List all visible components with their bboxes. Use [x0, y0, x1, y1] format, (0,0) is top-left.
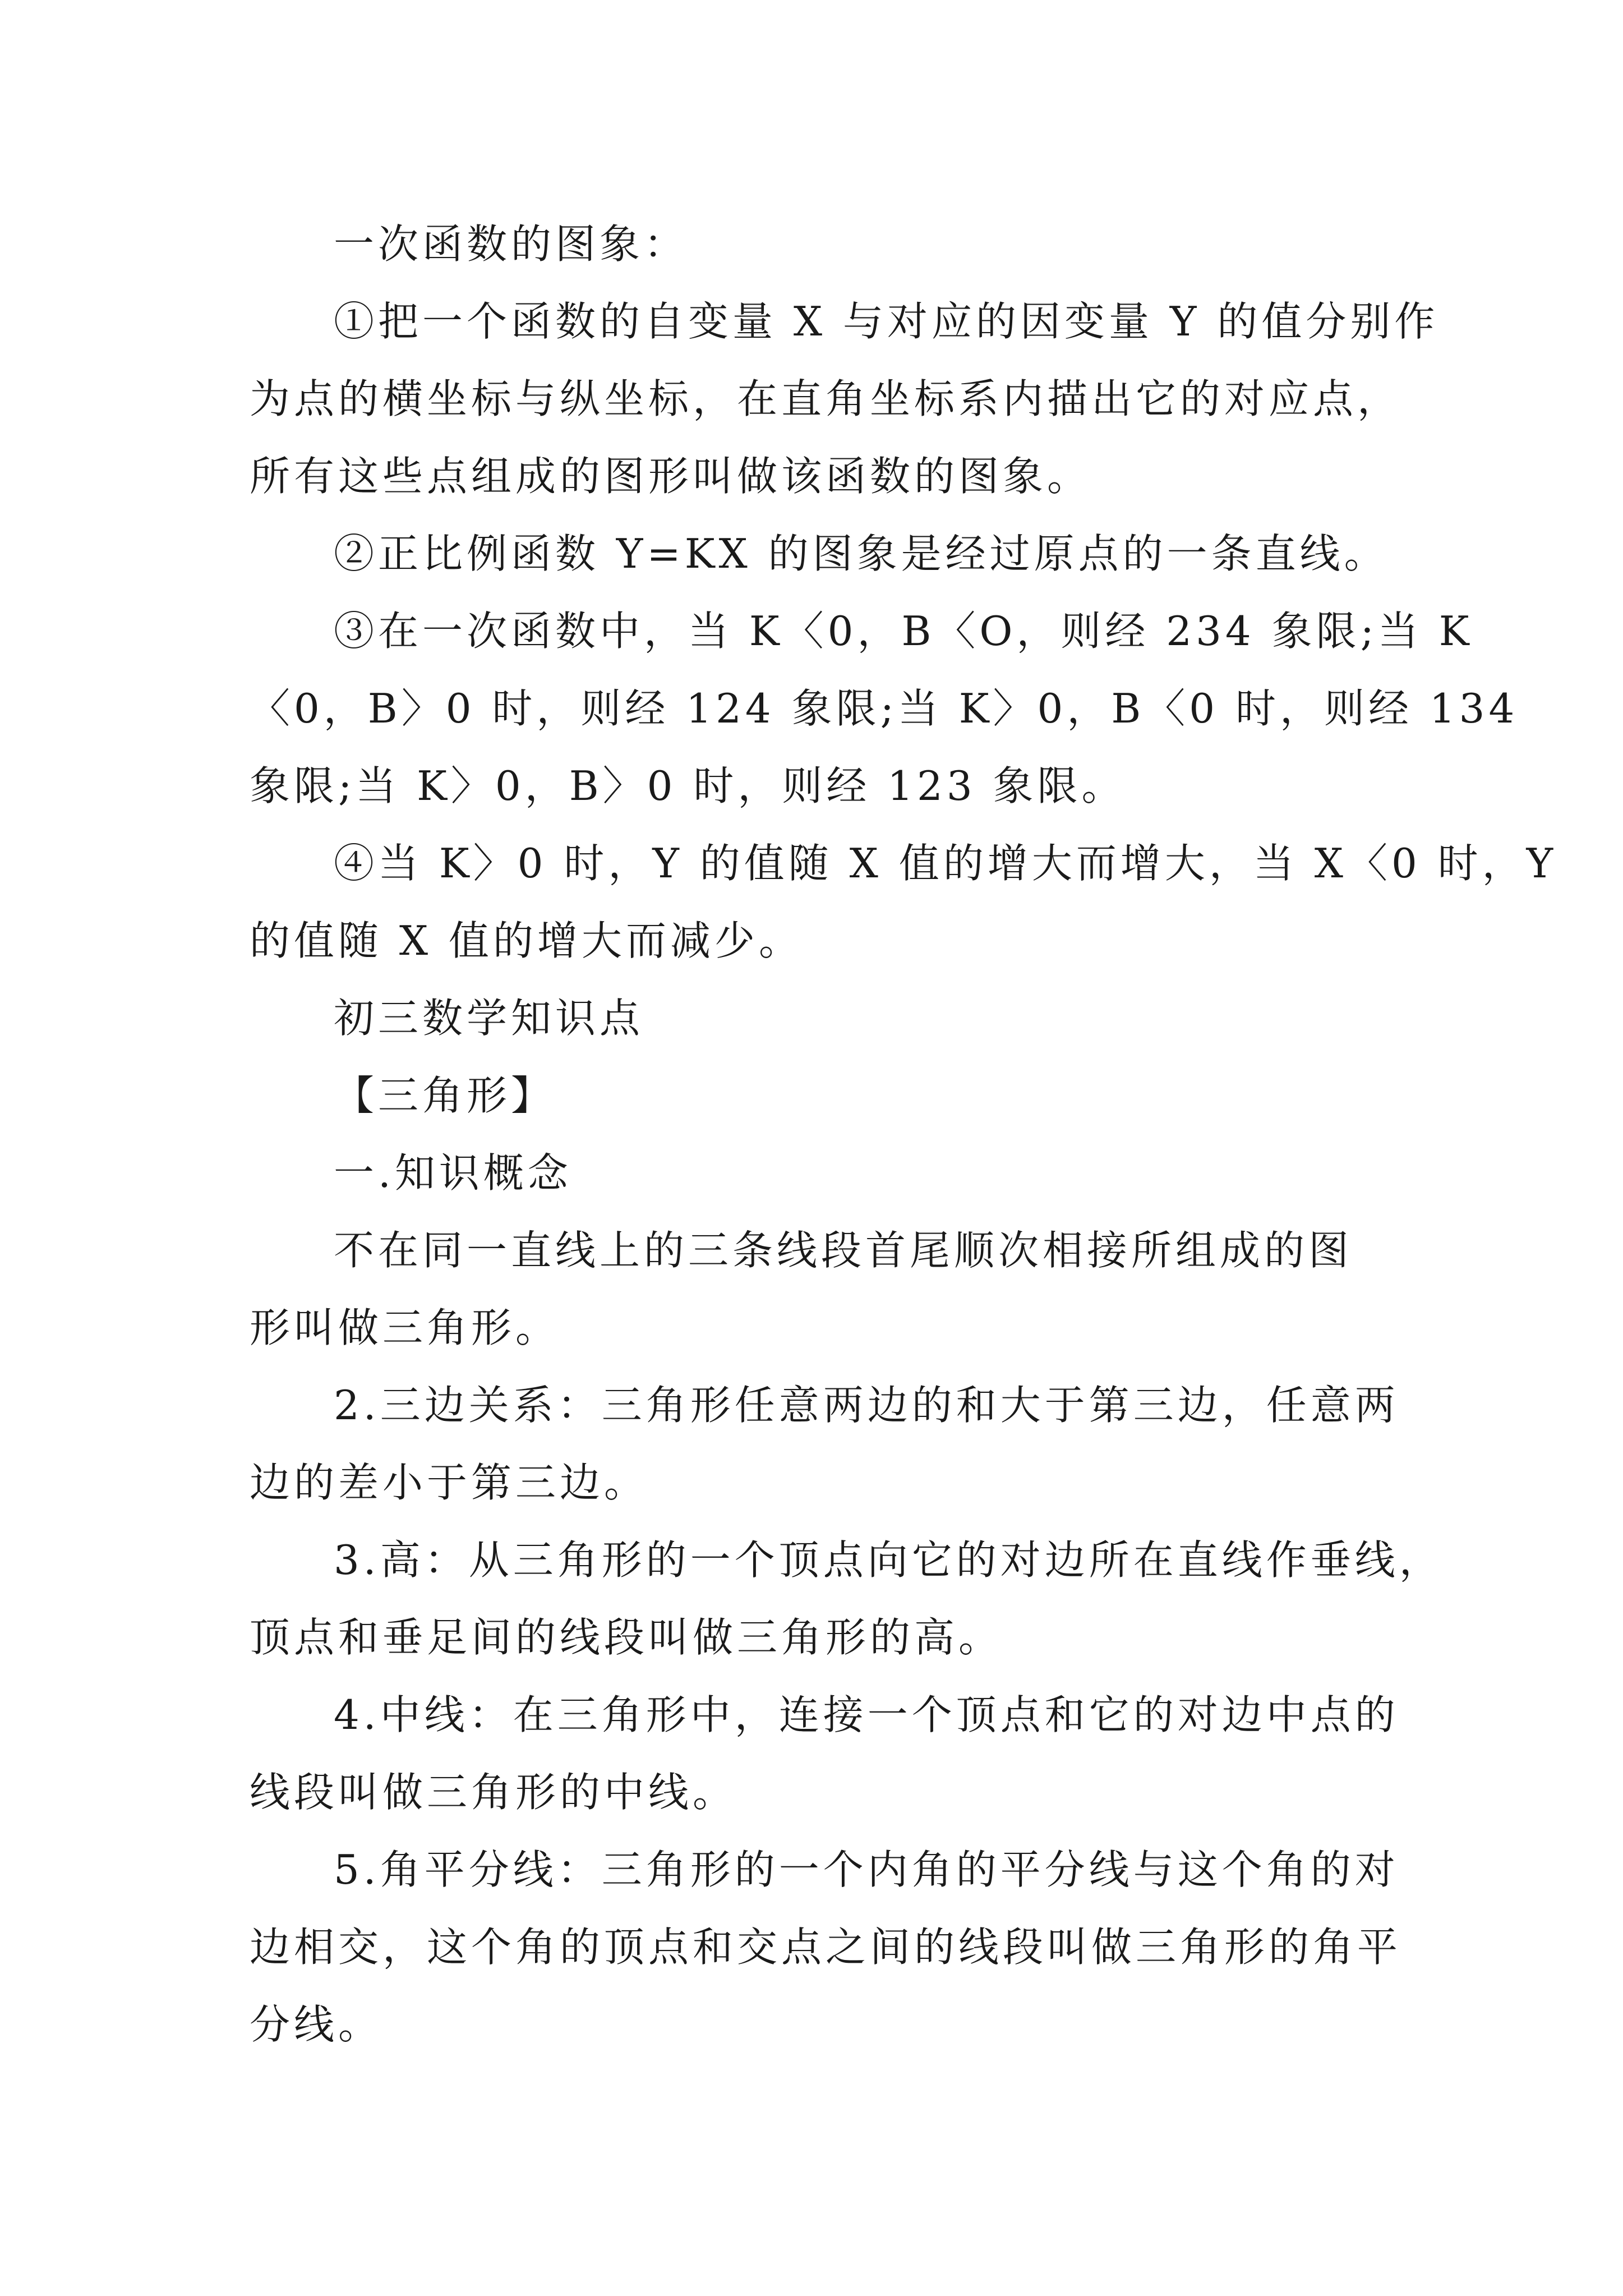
text-line: 2.三边关系：三角形任意两边的和大于第三边，任意两 — [334, 1382, 1399, 1429]
text-line: 一次函数的图象： — [334, 220, 689, 268]
text-line: ①把一个函数的自变量 X 与对应的因变量 Y 的值分别作 — [334, 298, 1439, 345]
text-line: 边的差小于第三边。 — [250, 1459, 649, 1506]
text-line: 所有这些点组成的图形叫做该函数的图象。 — [250, 453, 1092, 500]
subsection-heading: 一.知识概念 — [334, 1149, 572, 1197]
text-line: 〈0，B〉0 时，则经 124 象限;当 K〉0，B〈0 时，则经 134 — [250, 685, 1519, 732]
text-line: 3.高：从三角形的一个顶点向它的对边所在直线作垂线， — [334, 1536, 1444, 1584]
text-line: ②正比例函数 Y=KX 的图象是经过原点的一条直线。 — [334, 530, 1389, 577]
text-line: 的值随 X 值的增大而减少。 — [250, 917, 804, 964]
text-line: 为点的横坐标与纵坐标，在直角坐标系内描出它的对应点， — [250, 375, 1402, 422]
text-line: 线段叫做三角形的中线。 — [250, 1769, 737, 1816]
text-line: 不在同一直线上的三条线段首尾顺次相接所组成的图 — [334, 1227, 1353, 1274]
text-line: ③在一次函数中，当 K〈0，B〈O，则经 234 象限;当 K — [334, 608, 1473, 655]
text-line: 象限;当 K〉0，B〉0 时，则经 123 象限。 — [250, 762, 1126, 809]
text-line: 5.角平分线：三角形的一个内角的平分线与这个角的对 — [334, 1846, 1399, 1893]
text-line: 形叫做三角形。 — [250, 1304, 560, 1351]
text-line: 分线。 — [250, 2001, 383, 2048]
section-heading: 初三数学知识点 — [334, 995, 644, 1042]
section-heading: 【三角形】 — [334, 1072, 556, 1119]
text-line: 边相交，这个角的顶点和交点之间的线段叫做三角形的角平 — [250, 1924, 1402, 1971]
text-line: 4.中线：在三角形中，连接一个顶点和它的对边中点的 — [334, 1691, 1399, 1738]
text-line: 顶点和垂足间的线段叫做三角形的高。 — [250, 1614, 1003, 1661]
text-line: ④当 K〉0 时，Y 的值随 X 值的增大而增大，当 X〈0 时，Y — [334, 840, 1557, 887]
